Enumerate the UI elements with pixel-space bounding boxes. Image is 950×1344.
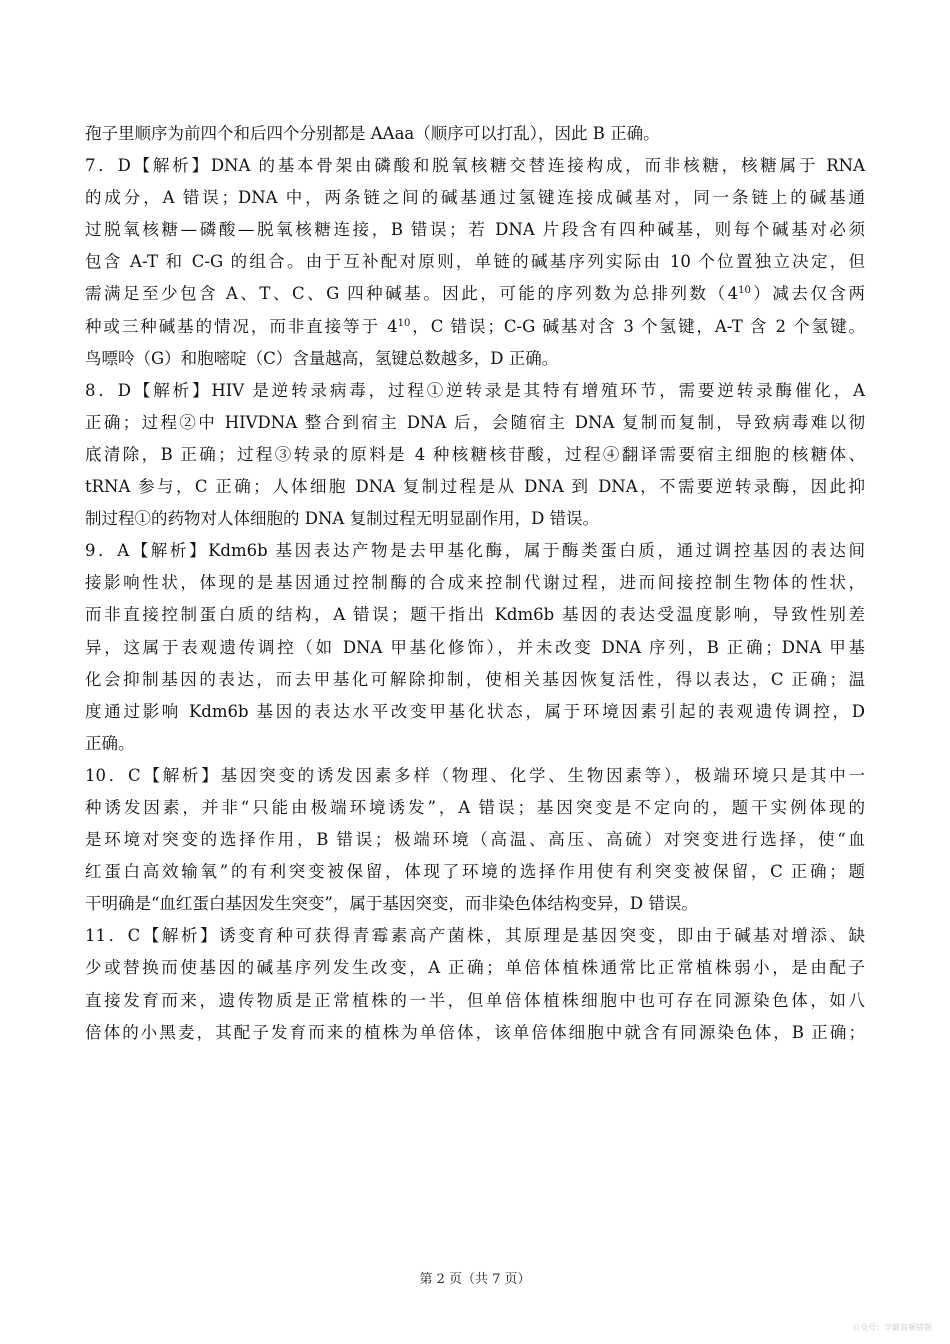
text-segment: ）减去仅含两: [750, 284, 865, 304]
text-line: 直接发育而来，遗传物质是正常植株的一半，但单倍体植株细胞中也可存在同源染色体，如八: [85, 990, 865, 1010]
text-line: 制过程①的药物对人体细胞的 DNA 复制过程无明显副作用，D 错误。: [85, 509, 600, 529]
text-line: [85, 311, 865, 343]
watermark: 公众号：学霸高频错题: [852, 1323, 932, 1332]
text-line: tRNA 参与，C 正确；人体细胞 DNA 复制过程是从 DNA 到 DNA，不需要逆转录酶，因此抑: [85, 477, 865, 497]
text-line: 度通过影响 Kdm6b 基因的表达水平改变甲基化状态，属于环境因素引起的表观遗传调控，D: [85, 701, 865, 721]
text-line: 8．D【解析】HIV 是逆转录病毒，过程①逆转录是其特有增殖环节，需要逆转录酶催化，A: [85, 380, 865, 400]
text-line: 包含 A-T 和 C-G 的组合。由于互补配对原则，单链的碱基序列实际由 10 个位置独立决定，但: [85, 252, 865, 272]
text-line: 倍体的小黑麦，其配子发育而来的植株为单倍体，该单倍体细胞中就含有同源染色体，B 正确；: [85, 1022, 865, 1042]
document-body: [85, 118, 865, 1049]
text-line: 红蛋白高效输氧”的有利突变被保留，体现了环境的选择作用使有利突变被保留，C 正确；题: [85, 862, 865, 882]
text-line: 9．A【解析】Kdm6b 基因表达产物是去甲基化酶，属于酶类蛋白质，通过调控基因的表达间: [85, 541, 865, 561]
text-line: 是环境对突变的选择作用，B 错误；极端环境（高温、高压、高硫）对突变进行选择，使“血: [85, 830, 865, 850]
text-line: 11．C【解析】诱变育种可获得青霉素高产菌株，其原理是基因突变，即由于碱基对增添、缺: [85, 926, 865, 946]
text-segment: ，C 错误；C-G 碱基对含 3 个氢键，A-T 含 2 个氢键。: [410, 316, 865, 336]
page-footer: 第 2 页（共 7 页）: [419, 1272, 531, 1287]
text-line: 鸟嘌呤（G）和胞嘧啶（C）含量越高，氢键总数越多，D 正确。: [85, 348, 559, 368]
text-line: 底清除，B 正确；过程③转录的原料是 4 种核糖核苷酸，过程④翻译需要宿主细胞的核糖体、: [85, 444, 865, 464]
text-line: 异，这属于表观遗传调控（如 DNA 甲基化修饰），并未改变 DNA 序列，B 正确；DNA 甲基: [85, 637, 865, 657]
text-line: 少或替换而使基因的碱基序列发生改变，A 正确；单倍体植株通常比正常植株弱小，是由配子: [85, 958, 865, 978]
text-line: 正确；过程②中 HIVDNA 整合到宿主 DNA 后，会随宿主 DNA 复制而复制，导致病毒难以彻: [85, 412, 865, 432]
text-line: 种诱发因素，并非“只能由极端环境诱发”，A 错误；基因突变是不定向的，题干实例体现的: [85, 797, 865, 817]
text-line: 的成分，A 错误；DNA 中，两条链之间的碱基通过氢键连接成碱基对，同一条链上的碱基通: [85, 188, 865, 208]
text-segment: 种或三种碱基的情况，而非直接等于 4: [85, 316, 398, 336]
text-line: 孢子里顺序为前四个和后四个分别都是 AAaa（顺序可以打乱），因此 B 正确。: [85, 124, 660, 143]
text-line: 7．D【解析】DNA 的基本骨架由磷酸和脱氧核糖交替连接构成，而非核糖，核糖属于 RNA: [85, 156, 865, 176]
text-line: 化会抑制基因的表达，而去甲基化可解除抑制，使相关基因恢复活性，得以表达，C 正确；温: [85, 669, 865, 689]
superscript: 10: [397, 317, 411, 329]
text-line: [85, 278, 865, 310]
text-line: 10．C【解析】基因突变的诱发因素多样（物理、化学、生物因素等），极端环境只是其中一: [85, 765, 865, 785]
text-line: 干明确是“血红蛋白基因发生突变”，属于基因突变，而非染色体结构变异，D 错误。: [85, 894, 698, 914]
text-line: 而非直接控制蛋白质的结构，A 错误；题干指出 Kdm6b 基因的表达受温度影响，导致性别差: [85, 605, 865, 625]
text-line: 过脱氧核糖—磷酸—脱氧核糖连接，B 错误；若 DNA 片段含有四种碱基，则每个碱基对必须: [85, 220, 865, 240]
text-segment: 需满足至少包含 A、T、C、G 四种碱基。因此，可能的序列数为总排列数（4: [85, 284, 739, 304]
text-line: 接影响性状，体现的是基因通过控制酶的合成来控制代谢过程，进而间接控制生物体的性状，: [85, 573, 865, 593]
text-line: 正确。: [85, 733, 135, 753]
superscript: 10: [738, 285, 751, 297]
